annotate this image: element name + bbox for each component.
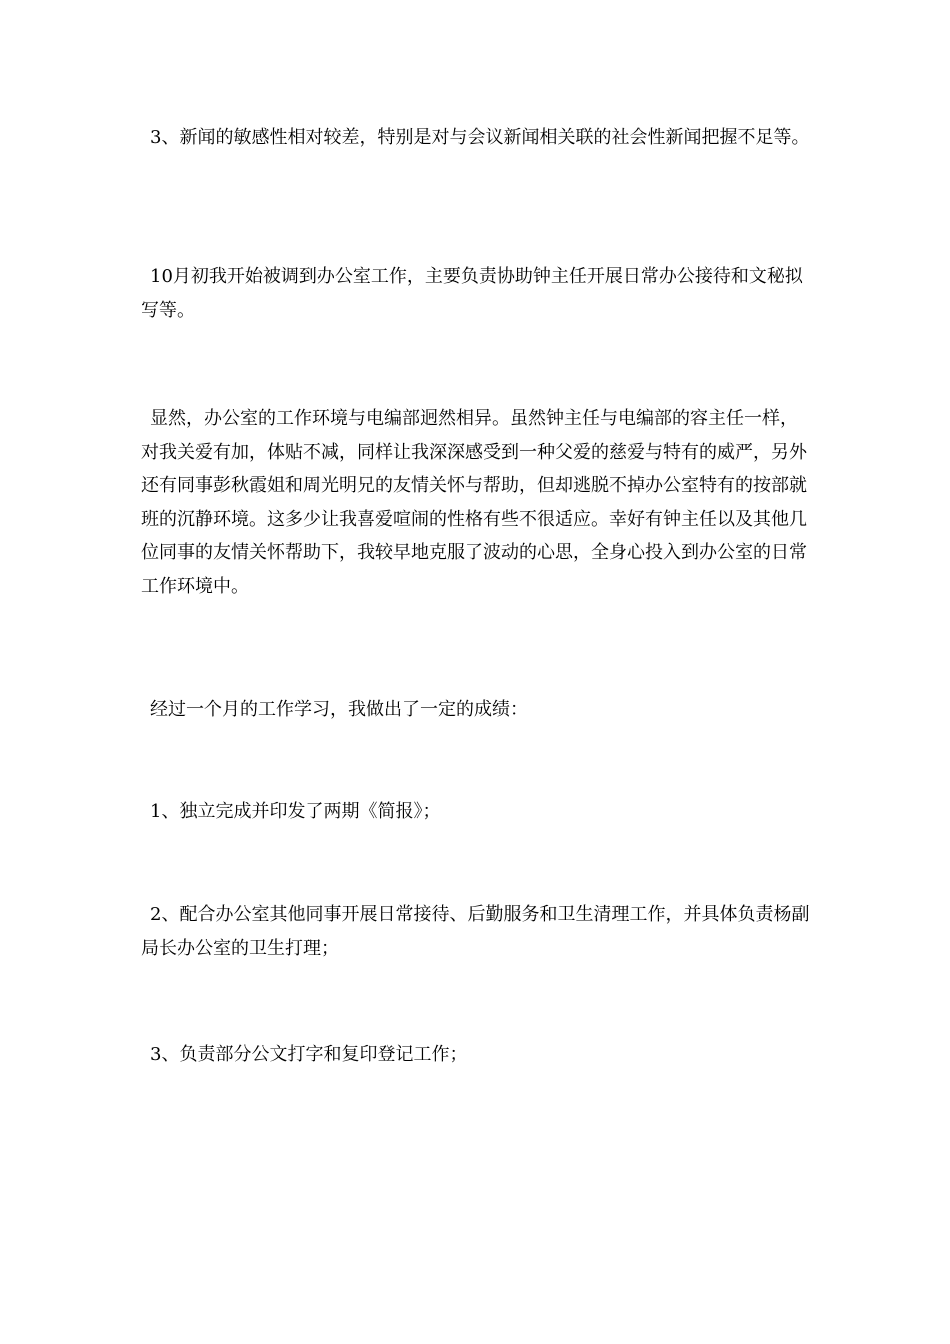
list-item-typing-copying: 3、负责部分公文打字和复印登记工作； (150, 1044, 468, 1065)
paragraph-office-environment: 显然，办公室的工作环境与电编部迥然相异。虽然钟主任与电编部的容主任一样，对我关爱有加，体贴不减，同样让我深深感受到一种父爱的慈爱与特有的威严，另外还有同事彭秋霞姐和周光明兄的友情关怀与帮助，但却逃脱不掉办公室特有的按部就班的沉静环境。这多少让我喜爱喧闹的性格有些不很适应。幸好有钟主任以及其他几位同事的友情关怀帮助下，我较早地克服了波动的心思，全身心投入到办公室的日常工作环境中。 (141, 408, 807, 597)
paragraph-achievements-intro: 经过一个月的工作学习，我做出了一定的成绩： (150, 699, 528, 720)
list-item-reception-logistics: 2、配合办公室其他同事开展日常接待、后勤服务和卫生清理工作，并具体负责杨副局长办公室的卫生打理； (141, 904, 810, 959)
paragraph-office-transfer: 10月初我开始被调到办公室工作，主要负责协助钟主任开展日常办公接待和文秘拟写等。 (141, 266, 803, 321)
list-item-briefing: 1、独立完成并印发了两期《简报》； (150, 801, 441, 822)
paragraph-news-sensitivity: 3、新闻的敏感性相对较差，特别是对与会议新闻相关联的社会性新闻把握不足等。 (150, 127, 810, 148)
